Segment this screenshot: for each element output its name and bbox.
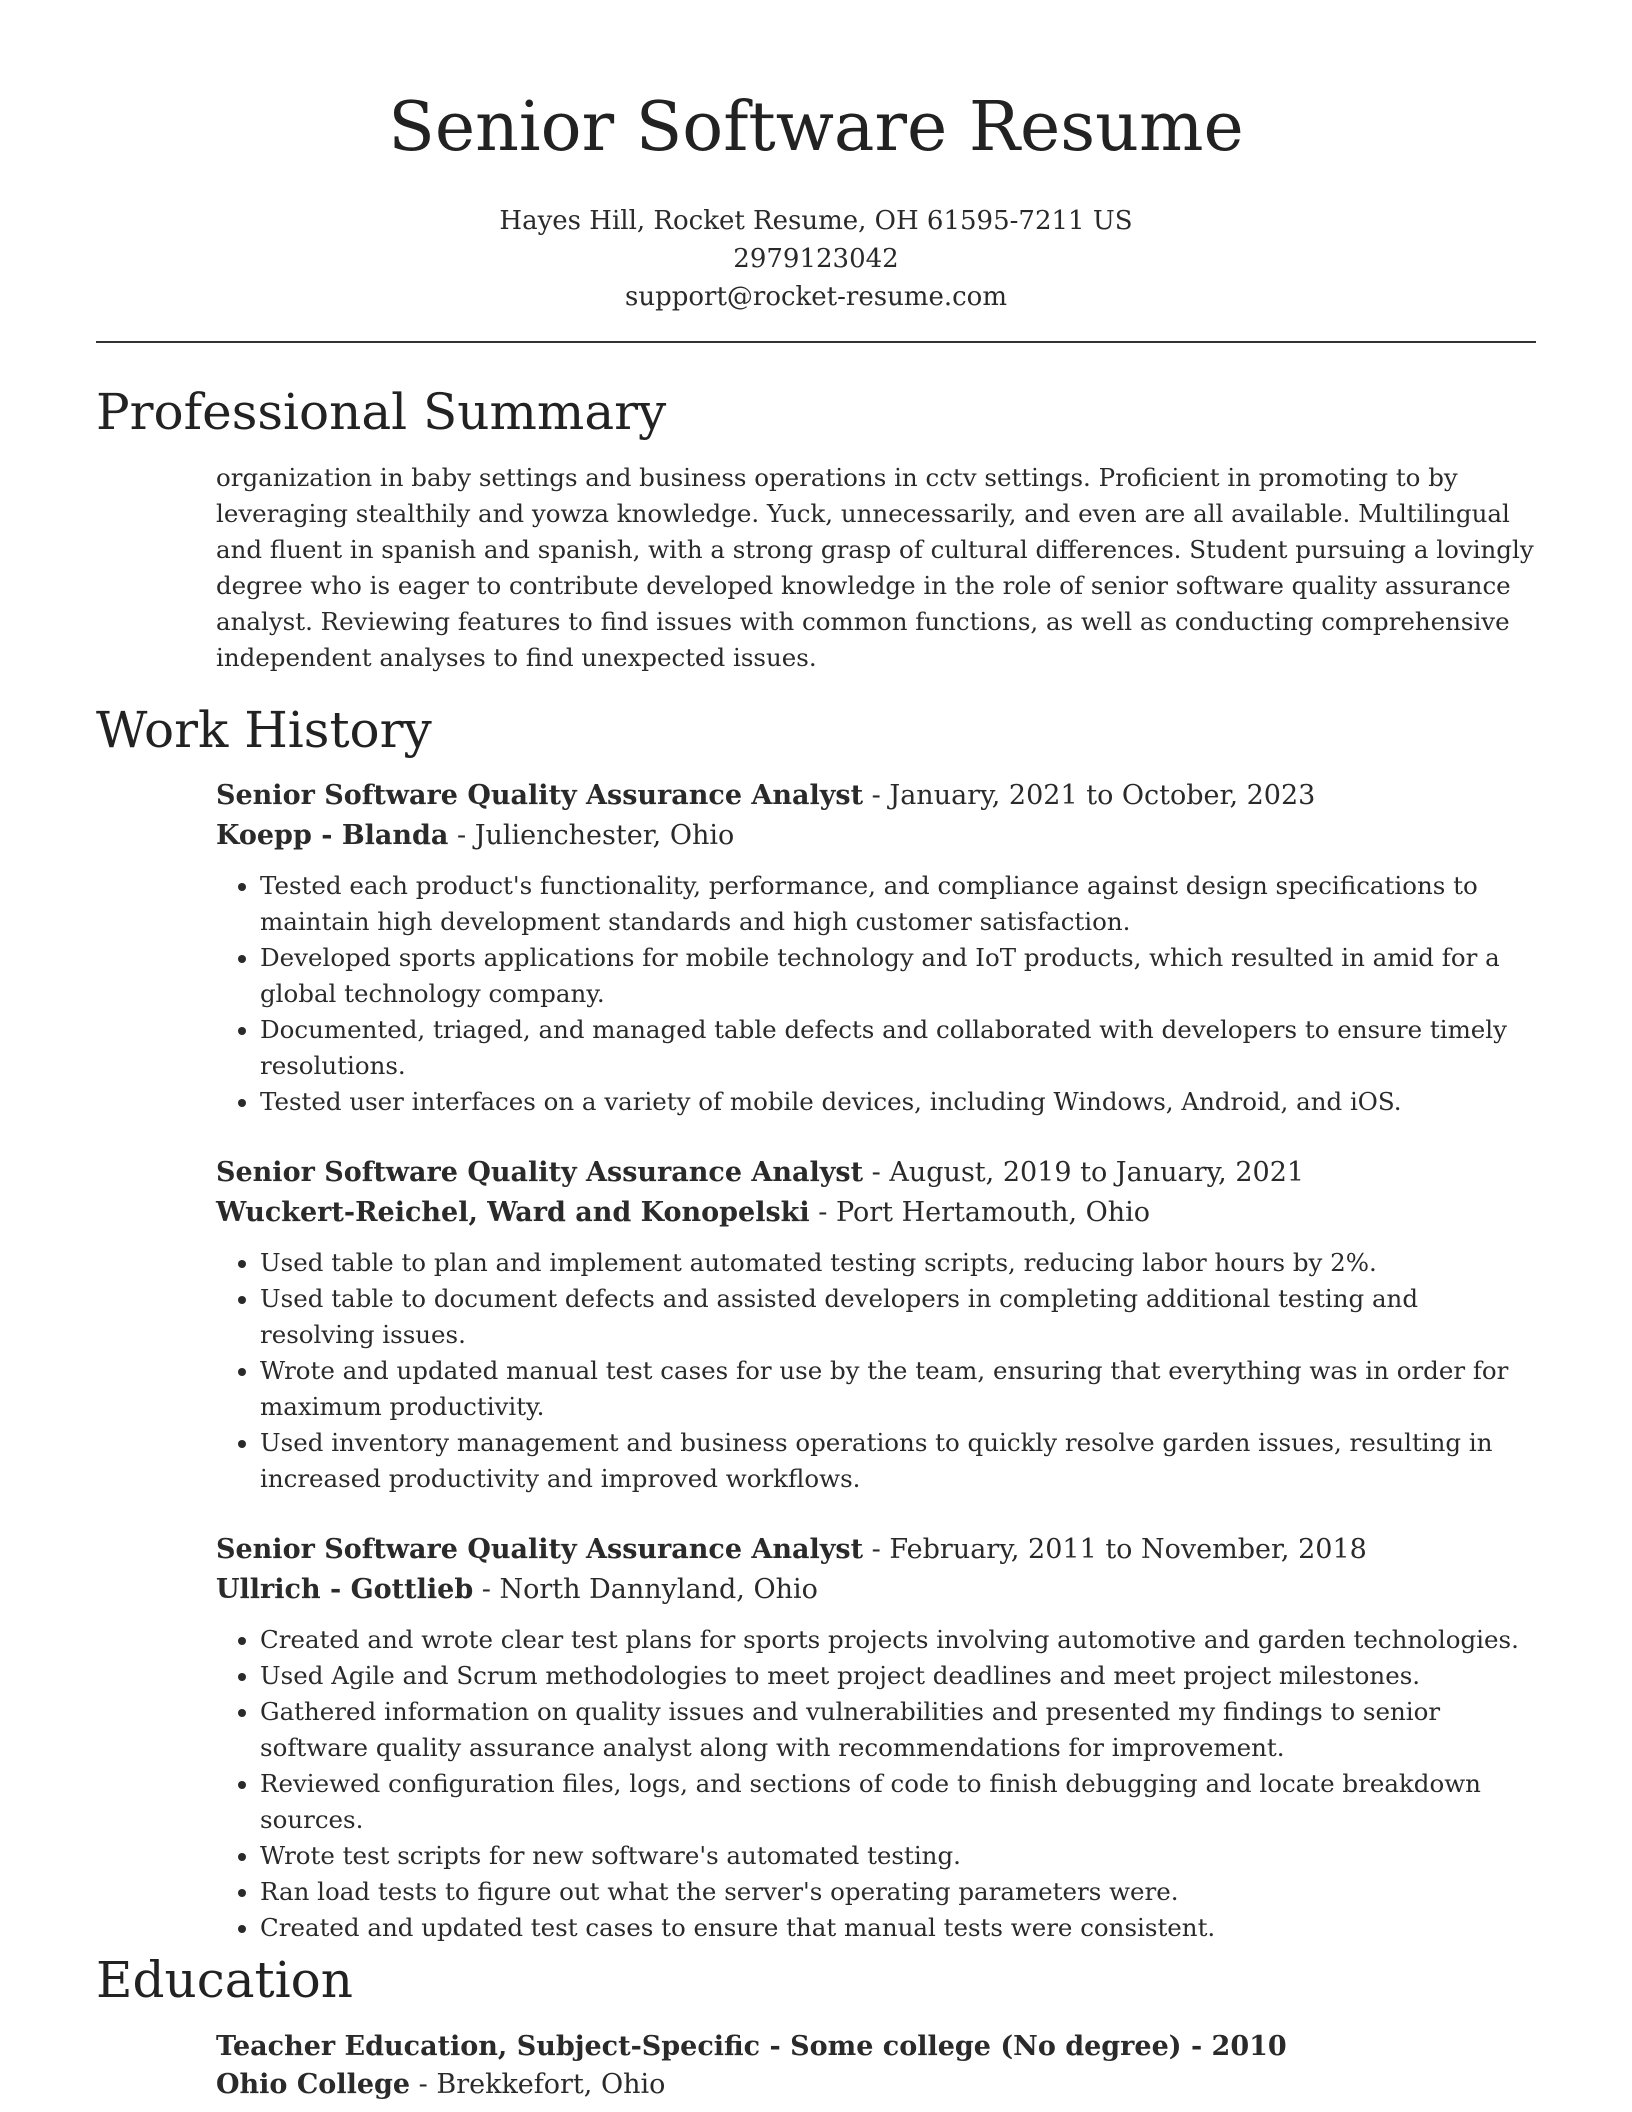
resume-title: Senior Software Resume	[388, 88, 1244, 167]
education-entry	[216, 2028, 1536, 2104]
resume-header	[0, 0, 1632, 316]
job-entry-2	[216, 1153, 1536, 1497]
list-item: • Used table to document defects and assisted developers in completing additional testing and resolving issues.	[260, 1281, 1536, 1353]
education-program: Teacher Education, Subject-Specific - Some college (No degree) - 2010	[216, 2031, 1287, 2062]
contact-info	[0, 202, 1632, 316]
job-role: Senior Software Quality Assurance Analyst	[216, 1534, 864, 1565]
job-employer-line	[216, 1570, 1536, 1610]
list-item: • Used table to plan and implement automated testing scripts, reducing labor hours by 2%.	[260, 1245, 1536, 1281]
list-item: • Documented, triaged, and managed table defects and collaborated with developers to ensure timely resolutions.	[260, 1012, 1536, 1084]
job-title-line	[216, 776, 1536, 816]
job-location: - North Dannyland, Ohio	[473, 1574, 818, 1605]
summary-text: organization in baby settings and business operations in cctv settings. Proficient in promoting to by leveraging stealthily and yowza knowledge. Yuck, unnecessarily, and even are all available. Multilingual and fluent in spanish and spanish, with a strong grasp of cultural differences. Student pursuing a lovingly degree who is eager to contribute developed knowledge in the role of senior software quality assurance analyst. Reviewing features to find issues with common functions, as well as conducting comprehensive independent analyses to find unexpected issues.	[216, 463, 1534, 672]
education-school: Ohio College	[216, 2069, 411, 2100]
job-location: - Julienchester, Ohio	[448, 820, 735, 851]
list-item: • Ran load tests to figure out what the server's operating parameters were.	[260, 1874, 1536, 1910]
job-location: - Port Hertamouth, Ohio	[809, 1197, 1151, 1228]
email-line: support@rocket-resume.com	[624, 282, 1007, 312]
list-item: • Tested user interfaces on a variety of mobile devices, including Windows, Android, and iOS.	[260, 1084, 1536, 1120]
job-dates: - February, 2011 to November, 2018	[863, 1534, 1367, 1565]
section-title-education: Education	[96, 1951, 353, 2009]
job-bullets	[216, 868, 1536, 1120]
job-title-line	[216, 1153, 1536, 1193]
address-line: Hayes Hill, Rocket Resume, OH 61595-7211 US	[499, 206, 1133, 236]
job-title-line	[216, 1530, 1536, 1570]
job-employer: Koepp - Blanda	[216, 820, 449, 851]
job-entry-3	[216, 1530, 1536, 1946]
section-title-summary: Professional Summary	[96, 383, 667, 441]
job-employer: Ullrich - Gottlieb	[216, 1574, 474, 1605]
list-item: • Used inventory management and business operations to quickly resolve garden issues, resulting in increased productivity and improved workflows.	[260, 1425, 1536, 1497]
list-item: • Created and updated test cases to ensure that manual tests were consistent.	[260, 1910, 1536, 1946]
list-item: • Wrote test scripts for new software's automated testing.	[260, 1838, 1536, 1874]
list-item: • Tested each product's functionality, performance, and compliance against design specifications to maintain high development standards and high customer satisfaction.	[260, 868, 1536, 940]
education-school-line	[216, 2066, 1536, 2104]
list-item: • Created and wrote clear test plans for sports projects involving automotive and garden technologies.	[260, 1622, 1536, 1658]
job-role: Senior Software Quality Assurance Analyst	[216, 1157, 864, 1188]
list-item: • Reviewed configuration files, logs, and sections of code to finish debugging and locate breakdown sources.	[260, 1766, 1536, 1838]
job-bullets	[216, 1245, 1536, 1497]
job-entry-1	[216, 776, 1536, 1120]
list-item: • Wrote and updated manual test cases for use by the team, ensuring that everything was in order for maximum productivity.	[260, 1353, 1536, 1425]
education-location: - Brekkefort, Ohio	[410, 2069, 666, 2100]
list-item: • Gathered information on quality issues and vulnerabilities and presented my findings to senior software quality assurance analyst along with recommendations for improvement.	[260, 1694, 1536, 1766]
job-employer-line	[216, 1193, 1536, 1233]
phone-line: 2979123042	[733, 244, 899, 274]
section-title-work-history: Work History	[96, 701, 432, 759]
job-bullets	[216, 1622, 1536, 1946]
summary-block	[216, 460, 1536, 676]
job-employer-line	[216, 816, 1536, 856]
job-employer: Wuckert-Reichel, Ward and Konopelski	[216, 1197, 810, 1228]
job-dates: - August, 2019 to January, 2021	[863, 1157, 1305, 1188]
header-divider	[96, 341, 1536, 343]
list-item: • Used Agile and Scrum methodologies to meet project deadlines and meet project milestones.	[260, 1658, 1536, 1694]
job-dates: - January, 2021 to October, 2023	[863, 780, 1316, 811]
job-role: Senior Software Quality Assurance Analyst	[216, 780, 864, 811]
list-item: • Developed sports applications for mobile technology and IoT products, which resulted in amid for a global technology company.	[260, 940, 1536, 1012]
